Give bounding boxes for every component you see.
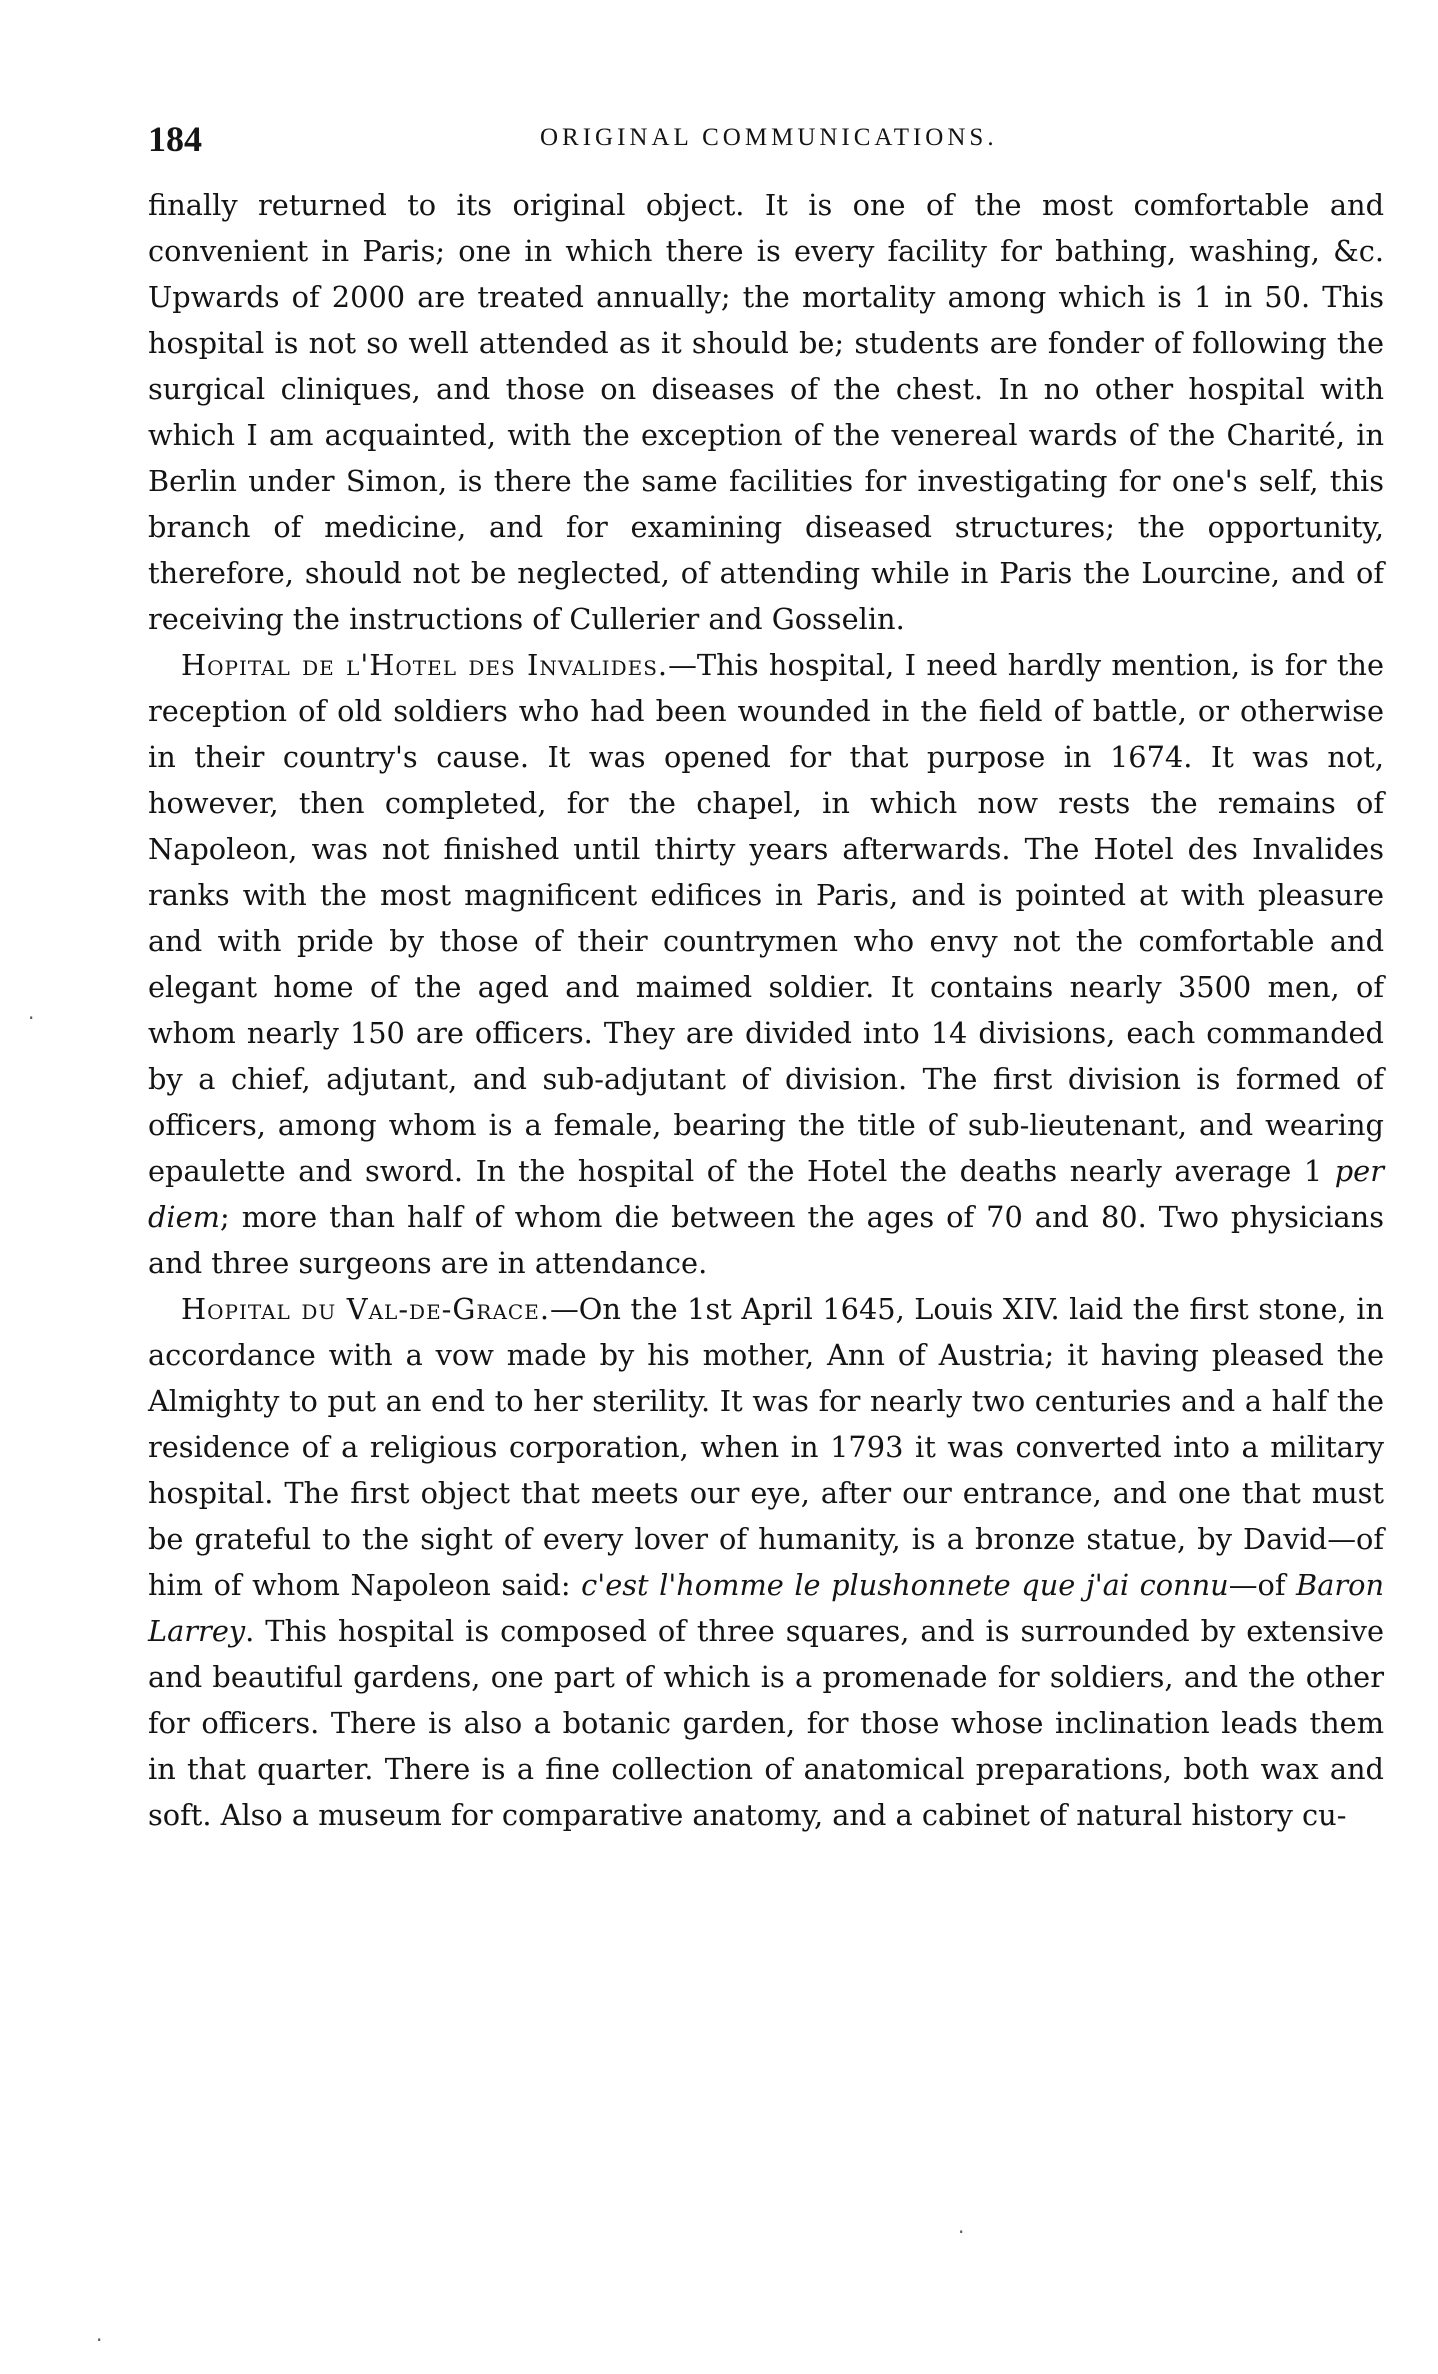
- paragraph-continuation: [148, 182, 1384, 642]
- paragraph-text: —This hospital, I need hardly mention, is for the reception of old soldiers who had been wounded in the field of battle, or otherwise in their country's cause. It was opened for that purpose in 1674. It was not, however, then completed, for the chapel, in which now rests the remains of Napoleon, was not finished until thirty years afterwards. The Hotel des Invalides ranks with the most magnificent edifices in Paris, and is pointed at with pleasure and with pride by those of their countrymen who envy not the comfortable and elegant home of the aged and maimed soldier. It contains nearly 3500 men, of whom nearly 150 are officers. They are divided into 14 divisions, each commanded by a chief, adjutant, and sub-adjutant of division. The first division is formed of officers, among whom is a female, bearing the title of sub-lieutenant, and wearing epaulette and sword. In the hospital of the Hotel the deaths nearly average 1: [148, 648, 1384, 1188]
- paragraph-text: —On the 1st April 1645, Louis XIV. laid the first stone, in accordance with a vow made by his mother, Ann of Austria; it having pleased the Almighty to put an end to her sterility. It was for nearly two centuries and a half the residence of a religious corporation, when in 1793 it was converted into a military hospital. The first object that meets our eye, after our entrance, and one that must be grateful to the sight of every lover of humanity, is a bronze statue, by David—of him of whom Napoleon said:: [148, 1292, 1384, 1602]
- scan-speck: ·: [96, 2328, 103, 2352]
- latin-phrase: per diem: [148, 1154, 1384, 1234]
- page-header: [0, 118, 1438, 168]
- section-heading-invalides: Hopital de l'Hotel des Invalides.: [181, 648, 669, 682]
- french-quote: c'est l'homme le plushonnete que j'ai connu: [581, 1568, 1229, 1602]
- paragraph-text: ; more than half of whom die between the ages of 70 and 80. Two physicians and three surgeons are in attendance.: [148, 1200, 1384, 1280]
- paragraph-val-de-grace: [148, 1286, 1384, 1838]
- scan-speck: ·: [958, 2220, 965, 2244]
- running-head: ORIGINAL COMMUNICATIONS.: [540, 124, 998, 151]
- page-number: 184: [148, 119, 202, 159]
- paragraph-invalides: [148, 642, 1384, 1286]
- paragraph-text: finally returned to its original object. It is one of the most comfortable and convenient in Paris; one in which there is every facility for bathing, washing, &c. Upwards of 2000 are treated annually; the mortality among which is 1 in 50. This hospital is not so well attended as it should be; students are fonder of following the surgical cliniques, and those on diseases of the chest. In no other hospital with which I am acquainted, with the exception of the venereal wards of the Charité, in Berlin under Simon, is there the same facilities for investigating for one's self, this branch of medicine, and for examining diseased structures; the opportunity, therefore, should not be neglected, of attending while in Paris the Lourcine, and of receiving the instructions of Cullerier and Gosselin.: [148, 188, 1384, 636]
- scan-speck: ·: [28, 1006, 35, 1030]
- person-name: Baron Larrey: [148, 1568, 1385, 1648]
- section-heading-val-de-grace: Hopital du Val-de-Grace.: [181, 1292, 550, 1326]
- paragraph-text: . This hospital is composed of three squares, and is surrounded by extensive and beautiful gardens, one part of which is a promenade for soldiers, and the other for officers. There is also a botanic garden, for those whose inclination leads them in that quarter. There is a fine collection of anatomical preparations, both wax and soft. Also a museum for comparative anatomy, and a cabinet of natural history cu-: [148, 1614, 1384, 1832]
- paragraph-text: —of: [1228, 1568, 1297, 1602]
- page-body: [148, 182, 1384, 1838]
